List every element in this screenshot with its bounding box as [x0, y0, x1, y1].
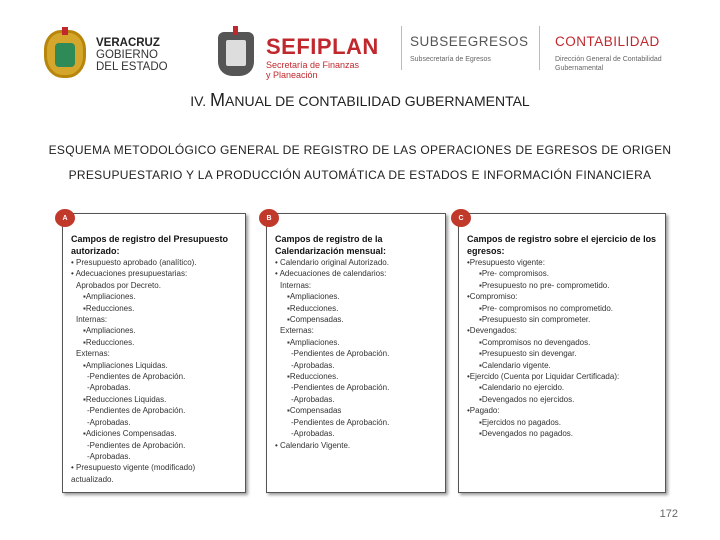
header-divider — [539, 26, 540, 70]
panel-line: -Pendientes de Aprobación. — [87, 372, 186, 382]
veracruz-line2: GOBIERNO — [96, 49, 158, 61]
panel-line: ▪Reducciones. — [287, 372, 339, 382]
sefiplan-shield-icon — [218, 32, 254, 76]
panel-b — [266, 213, 446, 493]
page-number: 172 — [659, 508, 678, 520]
panel-line: •Devengados: — [467, 326, 517, 336]
panel-line: ▪Pre- compromisos no comprometido. — [479, 303, 613, 313]
panel-line: ▪Reducciones. — [287, 303, 339, 313]
panel-a — [62, 213, 246, 493]
header-divider — [401, 26, 402, 70]
panel-line: ▪Adiciones Compensadas. — [83, 429, 177, 439]
panel-line: ▪Calendario no ejercido. — [479, 383, 565, 393]
panel-line: ▪Devengados no pagados. — [479, 429, 574, 439]
contabilidad-block — [555, 34, 662, 73]
sefiplan-cross-icon — [233, 26, 238, 35]
veracruz-shield-icon — [44, 30, 86, 78]
panel-line: -Aprobadas. — [291, 429, 335, 439]
panel-heading: Campos de registro del Presupuesto autorizado: — [71, 234, 229, 256]
panel-line: ▪Reducciones. — [83, 337, 135, 347]
panel-badge: A — [55, 209, 75, 227]
panel-line: ▪Compromisos no devengados. — [479, 337, 591, 347]
panel-line: ▪Compensadas — [287, 406, 342, 416]
panel-line: ▪Compensadas. — [287, 315, 344, 325]
subseegresos-block — [410, 34, 529, 64]
veracruz-line3: DEL ESTADO — [96, 61, 168, 73]
panel-line: ▪Ampliaciones. — [287, 292, 340, 302]
panel-badge: C — [451, 209, 471, 227]
sefiplan-sub1: Secretaría de Finanzas — [266, 60, 360, 70]
subseegresos-sub: Subsecretaría de Egresos — [410, 56, 491, 63]
panel-line: Internas: — [280, 280, 312, 290]
panel-line: ▪Reducciones. — [83, 303, 135, 313]
panel-line: •Compromiso: — [467, 292, 518, 302]
veracruz-logo — [44, 28, 174, 80]
panel-line: -Pendientes de Aprobación. — [87, 406, 186, 416]
panel-line: -Aprobadas. — [87, 383, 131, 393]
panel-line: ▪Ampliaciones. — [83, 326, 136, 336]
panel-line: -Pendientes de Aprobación. — [291, 417, 390, 427]
panel-line: ▪Pre- compromisos. — [479, 269, 549, 279]
veracruz-line1: VERACRUZ — [96, 37, 160, 49]
contabilidad-sub1: Dirección General de Contabilidad — [555, 56, 662, 63]
panel-line: ▪Devengados no ejercidos. — [479, 394, 575, 404]
sefiplan-sub2: y Planeación — [266, 70, 318, 80]
panel-line: actualizado. — [71, 474, 114, 484]
panel-line: • Calendario original Autorizado. — [275, 258, 389, 267]
contabilidad-name: CONTABILIDAD — [555, 34, 660, 49]
panel-c — [458, 213, 666, 493]
panel-badge: B — [259, 209, 279, 227]
panel-line: • Adecuaciones de calendarios: — [275, 269, 387, 279]
panel-line: •Pagado: — [467, 406, 500, 416]
panel-heading: Campos de registro sobre el ejercicio de los egresos: — [467, 234, 657, 256]
panel-line: ▪Ampliaciones Liquidas. — [83, 360, 168, 370]
panel-line: -Aprobadas. — [291, 360, 335, 370]
panel-line: ▪Presupuesto no pre- comprometido. — [479, 280, 610, 290]
page-subtitle: ESQUEMA METODOLÓGICO GENERAL DE REGISTRO DE LAS OPERACIONES DE EGRESOS DE ORIGEN PRESUPUESTARIO Y LA PRODUCCIÓN AUTOMÁTICA DE ESTADOS E INFORMACIÓN FINANCIERA — [48, 143, 672, 182]
panel-line: -Pendientes de Aprobación. — [87, 440, 186, 450]
panel-line: •Presupuesto vigente: — [467, 258, 545, 267]
panel-line: Externas: — [280, 326, 314, 336]
page-title — [0, 90, 720, 111]
title-cap: M — [210, 90, 226, 110]
panel-line: ▪Ejercidos no pagados. — [479, 417, 561, 427]
panel-line: ▪Reducciones Liquidas. — [83, 394, 167, 404]
title-rest: ANUAL DE CONTABILIDAD GUBERNAMENTAL — [225, 93, 530, 109]
panel-line: -Aprobadas. — [87, 417, 131, 427]
panel-line: • Presupuesto aprobado (analítico). — [71, 258, 197, 267]
panel-heading: Campos de registro de la Calendarización mensual: — [275, 234, 387, 256]
sefiplan-logo — [212, 26, 382, 82]
panel-line: -Aprobadas. — [291, 394, 335, 404]
panel-line: ▪Presupuesto sin devengar. — [479, 349, 577, 359]
panel-line: ▪Calendario vigente. — [479, 360, 551, 370]
panel-line: • Adecuaciones presupuestarias: — [71, 269, 188, 279]
sefiplan-name: SEFIPLAN — [266, 34, 379, 59]
panel-line: ▪Presupuesto sin comprometer. — [479, 315, 591, 325]
panel-line: • Presupuesto vigente (modificado) — [71, 463, 196, 473]
panel-line: ▪Ampliaciones. — [83, 292, 136, 302]
panel-line: -Pendientes de Aprobación. — [291, 349, 390, 359]
panel-line: -Pendientes de Aprobación. — [291, 383, 390, 393]
panel-line: ▪Ampliaciones. — [287, 337, 340, 347]
panel-line: • Calendario Vigente. — [275, 440, 351, 450]
panel-line: Aprobados por Decreto. — [76, 280, 161, 290]
panel-line: Internas: — [76, 315, 108, 325]
panel-line: Externas: — [76, 349, 110, 359]
panel-line: •Ejercido (Cuenta por Liquidar Certificada): — [467, 372, 620, 382]
panel-line: -Aprobadas. — [87, 451, 131, 461]
subseegresos-name: SUBSEEGRESOS — [410, 34, 529, 49]
title-numeral: IV. — [190, 93, 211, 109]
contabilidad-sub2: Gubernamental — [555, 65, 604, 72]
